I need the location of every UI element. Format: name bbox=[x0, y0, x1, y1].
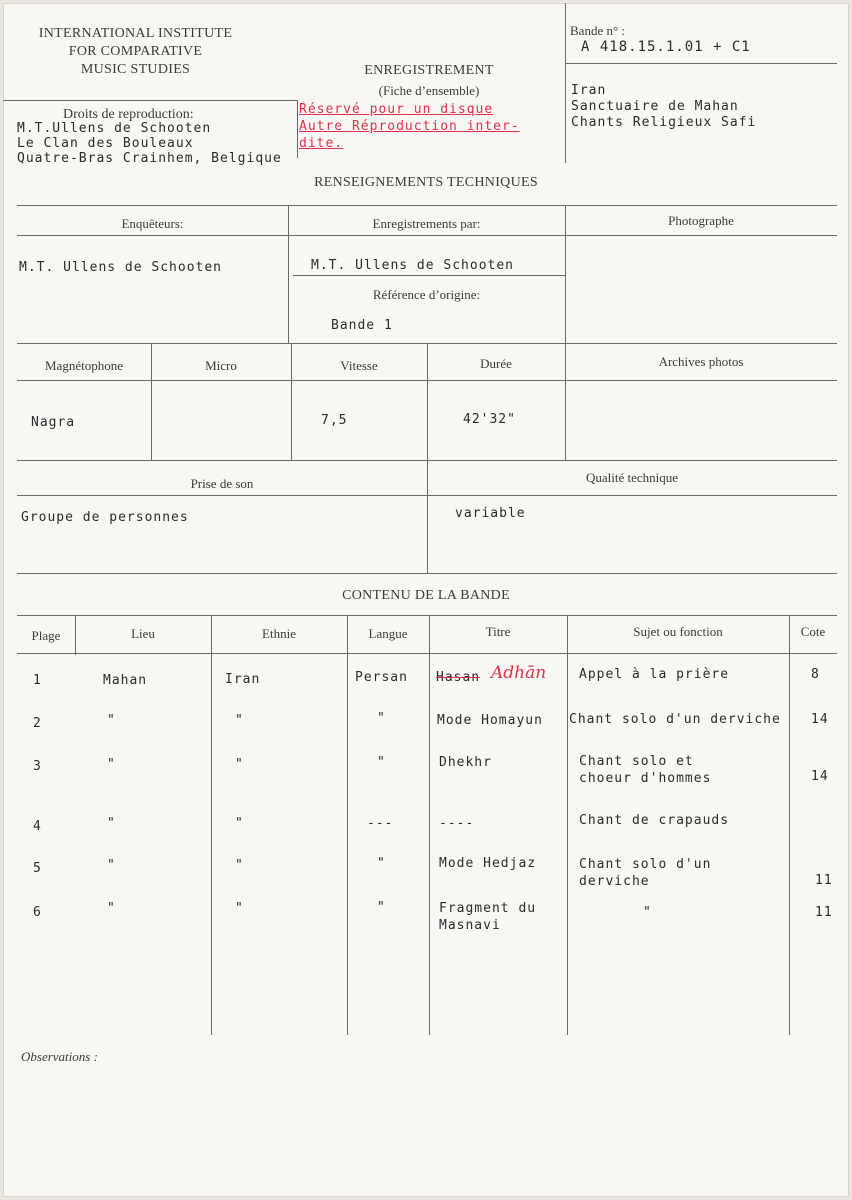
enregistre-par-value: M.T. Ullens de Schooten bbox=[311, 258, 515, 273]
header-micro: Micro bbox=[205, 358, 237, 373]
row2-plage: 2 bbox=[33, 716, 42, 731]
institute-line1: INTERNATIONAL INSTITUTE bbox=[38, 26, 233, 41]
header-duree: Durée bbox=[480, 356, 512, 371]
location-block bbox=[571, 83, 756, 131]
row3-titre: Dhekhr bbox=[439, 755, 492, 770]
droits-line: Le Clan des Bouleaux bbox=[17, 136, 194, 151]
row5-cote: 11 bbox=[815, 873, 833, 888]
droits-line: Quatre-Bras Crainhem, Belgique bbox=[17, 151, 282, 166]
reference-label: Référence d’origine: bbox=[372, 287, 481, 302]
col-titre: Titre bbox=[485, 624, 511, 639]
header-archives-photos: Archives photos bbox=[658, 354, 744, 369]
row3-langue: " bbox=[377, 755, 386, 770]
header-photographe: Photographe bbox=[668, 213, 734, 228]
row6-lieu: " bbox=[107, 901, 116, 916]
enregistrement-subtitle: (Fiche d’ensemble) bbox=[378, 83, 480, 98]
row2-sujet: Chant solo d'un derviche bbox=[569, 712, 781, 727]
row6-titre bbox=[439, 900, 536, 934]
enregistrement-title: ENREGISTREMENT bbox=[364, 63, 494, 78]
institute-name bbox=[13, 25, 258, 79]
row4-langue: --- bbox=[367, 816, 394, 831]
droits-line: M.T.Ullens de Schooten bbox=[17, 121, 212, 136]
institute-line2: FOR COMPARATIVE bbox=[68, 44, 203, 59]
row5-sujet-line: derviche bbox=[579, 874, 650, 889]
row3-sujet bbox=[579, 753, 711, 787]
header-enregistrements-par: Enregistrements par: bbox=[372, 216, 481, 231]
document-sheet bbox=[3, 3, 849, 1197]
row3-sujet-line: Chant solo et bbox=[579, 754, 694, 769]
row1-titre-struck: Hasan bbox=[436, 670, 481, 685]
row3-plage: 3 bbox=[33, 759, 42, 774]
header-qualite: Qualité technique bbox=[585, 470, 679, 485]
row1-titre-handwritten: Adhān bbox=[491, 663, 547, 683]
header-enqueteurs: Enquêteurs: bbox=[121, 216, 184, 231]
header-magnetophone: Magnétophone bbox=[45, 358, 123, 373]
contenu-title: CONTENU DE LA BANDE bbox=[342, 588, 510, 603]
row6-cote: 11 bbox=[815, 905, 833, 920]
reserve-line: Réservé pour un disque bbox=[299, 102, 494, 117]
row5-sujet bbox=[579, 856, 711, 890]
row2-cote: 14 bbox=[811, 712, 829, 727]
row1-lieu: Mahan bbox=[103, 673, 148, 688]
observations-label: Observations : bbox=[21, 1049, 98, 1064]
row3-lieu: " bbox=[107, 757, 116, 772]
col-plage: Plage bbox=[31, 628, 61, 643]
droits-address bbox=[17, 121, 282, 166]
col-cote: Cote bbox=[800, 624, 826, 639]
row1-langue: Persan bbox=[355, 670, 408, 685]
row5-lieu: " bbox=[107, 858, 116, 873]
row1-plage: 1 bbox=[33, 673, 42, 688]
row1-cote: 8 bbox=[811, 667, 820, 682]
row2-ethnie: " bbox=[235, 713, 244, 728]
row5-sujet-line: Chant solo d'un bbox=[579, 857, 712, 872]
col-lieu: Lieu bbox=[131, 626, 155, 641]
row4-lieu: " bbox=[107, 816, 116, 831]
col-langue: Langue bbox=[368, 626, 408, 641]
row5-langue: " bbox=[377, 856, 386, 871]
row4-plage: 4 bbox=[33, 819, 42, 834]
magnetophone-value: Nagra bbox=[31, 415, 76, 430]
row2-titre: Mode Homayun bbox=[437, 713, 543, 728]
row6-ethnie: " bbox=[235, 901, 244, 916]
row3-cote: 14 bbox=[811, 769, 829, 784]
row1-sujet: Appel à la prière bbox=[579, 667, 730, 682]
renseignements-title: RENSEIGNEMENTS TECHNIQUES bbox=[314, 175, 538, 190]
row6-titre-line: Fragment du bbox=[439, 901, 537, 916]
location-line: Iran bbox=[571, 83, 607, 98]
header-prise-de-son: Prise de son bbox=[190, 476, 254, 491]
location-line: Chants Religieux Safi bbox=[571, 115, 757, 130]
reserve-notice bbox=[299, 101, 520, 152]
row2-lieu: " bbox=[107, 713, 116, 728]
row2-langue: " bbox=[377, 711, 386, 726]
row5-plage: 5 bbox=[33, 861, 42, 876]
row4-titre: ---- bbox=[439, 816, 475, 831]
droits-label: Droits de reproduction: bbox=[63, 107, 194, 122]
prise-de-son-value: Groupe de personnes bbox=[21, 510, 189, 525]
row1-ethnie: Iran bbox=[225, 672, 261, 687]
institute-line3: MUSIC STUDIES bbox=[80, 62, 191, 77]
row6-titre-line: Masnavi bbox=[439, 918, 501, 933]
vitesse-value: 7,5 bbox=[321, 413, 348, 428]
row4-ethnie: " bbox=[235, 816, 244, 831]
header-vitesse: Vitesse bbox=[340, 358, 378, 373]
bande-label: Bande n° : bbox=[570, 23, 626, 38]
row5-ethnie: " bbox=[235, 858, 244, 873]
bande-number: A 418.15.1.01 + C1 bbox=[581, 39, 751, 55]
row3-ethnie: " bbox=[235, 757, 244, 772]
qualite-value: variable bbox=[455, 506, 526, 521]
duree-value: 42'32" bbox=[463, 412, 516, 427]
row6-plage: 6 bbox=[33, 905, 42, 920]
reserve-line: Autre Réproduction inter- bbox=[299, 119, 520, 134]
row4-sujet: Chant de crapauds bbox=[579, 813, 730, 828]
location-line: Sanctuaire de Mahan bbox=[571, 99, 739, 114]
reserve-line: dite. bbox=[299, 136, 344, 151]
row6-langue: " bbox=[377, 900, 386, 915]
row5-titre: Mode Hedjaz bbox=[439, 856, 537, 871]
enqueteur-value: M.T. Ullens de Schooten bbox=[19, 260, 223, 275]
row3-sujet-line: choeur d'hommes bbox=[579, 771, 712, 786]
col-ethnie: Ethnie bbox=[262, 626, 296, 641]
row6-sujet: " bbox=[643, 905, 652, 920]
col-sujet: Sujet ou fonction bbox=[633, 624, 723, 639]
reference-value: Bande 1 bbox=[331, 318, 393, 333]
